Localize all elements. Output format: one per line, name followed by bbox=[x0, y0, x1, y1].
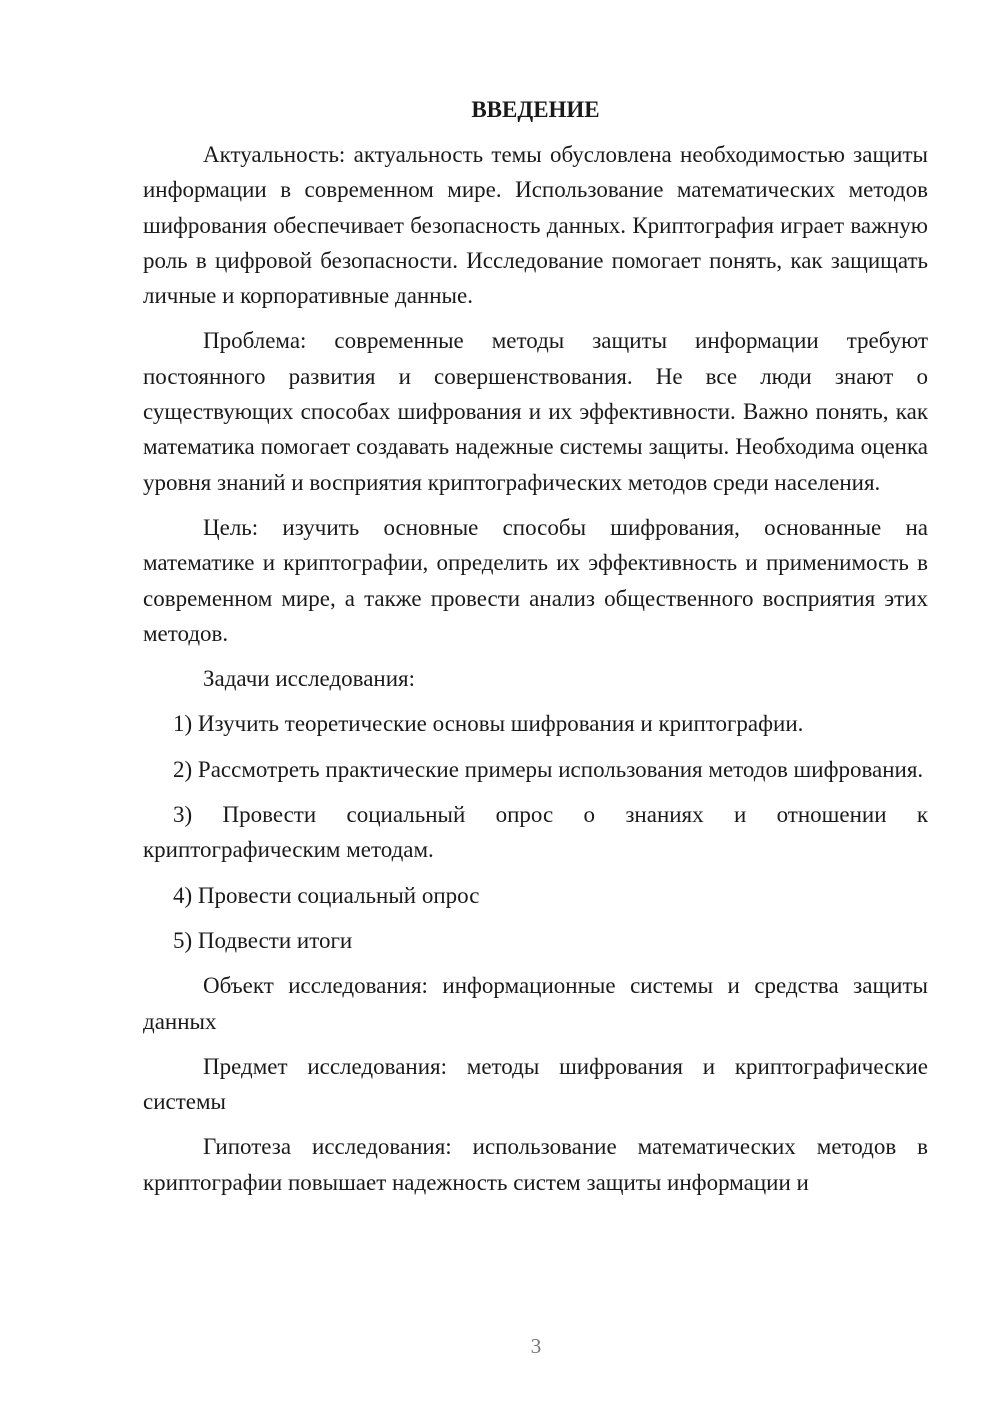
task-item-4: 4) Провести социальный опрос bbox=[173, 882, 480, 908]
page-number: 3 bbox=[530, 1334, 542, 1358]
task-item-2: 2) Рассмотреть практические примеры использования методов шифрования. bbox=[173, 756, 924, 782]
section-title: ВВЕДЕНИЕ bbox=[471, 97, 600, 122]
relevance-paragraph: Актуальность: актуальность темы обусловлена необходимостью защиты информации в современном мире. Использование математических методов шифрования обеспечивает безопасность данных. Криптография играет важную роль в цифровой безопасности. Исследование помогает понять, как защищать личные и корпоративные данные. bbox=[143, 142, 928, 309]
task-item-5: 5) Подвести итоги bbox=[173, 927, 353, 953]
hypothesis-paragraph: Гипотеза исследования: использование математических методов в криптографии повышает надежность систем защиты информации и bbox=[143, 1134, 928, 1195]
tasks-heading: Задачи исследования: bbox=[203, 666, 416, 692]
goal-paragraph: Цель: изучить основные способы шифрования, основанные на математике и криптографии, определить их эффективность и применимость в современном мире, а также провести анализ общественного восприятия этих методов. bbox=[143, 514, 928, 646]
page-content bbox=[143, 92, 928, 1210]
subject-paragraph: Предмет исследования: методы шифрования и криптографические системы bbox=[143, 1053, 928, 1115]
task-item-3: 3) Провести социальный опрос о знаниях и отношении к криптографическим методам. bbox=[143, 802, 928, 863]
object-paragraph: Объект исследования: информационные системы и средства защиты данных bbox=[143, 973, 928, 1034]
problem-paragraph: Проблема: современные методы защиты информации требуют постоянного развития и совершенствования. Не все люди знают о существующих способах шифрования и их эффективности. Важно понять, как математика помогает создавать надежные системы защиты. Необходима оценка уровня знаний и восприятия криптографических методов среди населения. bbox=[143, 328, 928, 495]
task-item-1: 1) Изучить теоретические основы шифрования и криптографии. bbox=[173, 711, 804, 737]
